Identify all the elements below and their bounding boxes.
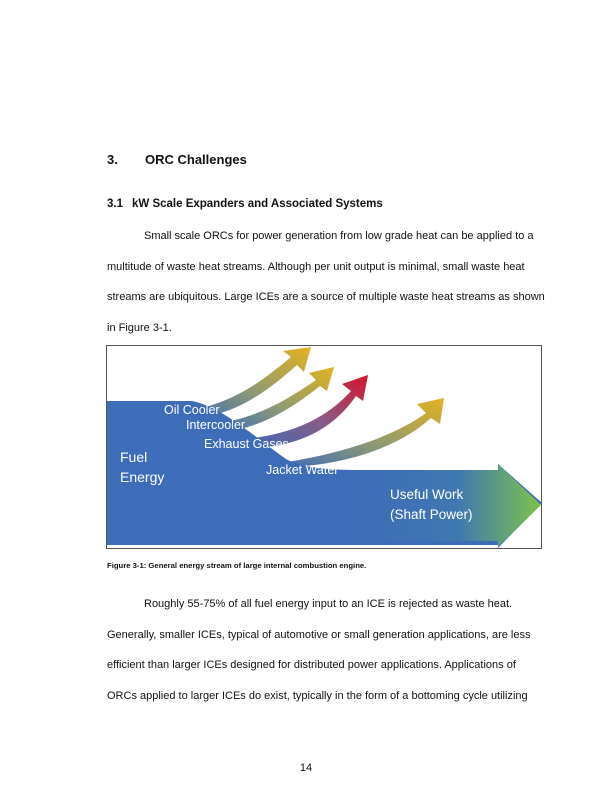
exhaust-gases-label: Exhaust Gases	[204, 437, 289, 451]
fuel-label: Fuel	[120, 449, 148, 465]
page-number: 14	[299, 762, 313, 774]
paragraph-2	[107, 589, 531, 711]
paragraph-line: ORCs applied to larger ICEs do exist, typically in the form of a bottoming cycle utilizing	[107, 689, 528, 702]
useful-work-label: Useful Work	[390, 487, 464, 502]
intercooler-label: Intercooler	[186, 418, 246, 432]
energy-stream-figure	[106, 345, 542, 549]
paragraph-line: Generally, smaller ICEs, typical of automotive or small generation applications, are less	[107, 628, 531, 641]
jacket-water-label: Jacket Water	[266, 463, 339, 477]
paragraph-line: Small scale ORCs for power generation from low grade heat can be applied to a	[144, 230, 534, 242]
subsection-heading	[107, 198, 383, 210]
section-title: ORC Challenges	[145, 152, 247, 167]
paragraph-line: efficient than larger ICEs designed for distributed power applications. Applications of	[107, 659, 516, 671]
energy-label: Energy	[120, 469, 165, 485]
shaft-power-label: (Shaft Power)	[390, 507, 473, 522]
oil-cooler-label: Oil Cooler	[164, 403, 220, 417]
figure-caption: Figure 3-1: General energy stream of large internal combustion engine.	[107, 561, 367, 570]
paragraph-line: multitude of waste heat streams. Although per unit output is minimal, small waste heat	[107, 260, 525, 273]
section-number: 3.	[107, 152, 118, 167]
subsection-number: 3.1	[107, 198, 123, 210]
paragraph-line: Roughly 55-75% of all fuel energy input to an ICE is rejected as waste heat.	[144, 598, 513, 610]
paragraph-line: streams are ubiquitous. Large ICEs are a source of multiple waste heat streams as shown	[107, 291, 545, 303]
paragraph-line: in Figure 3-1.	[107, 321, 172, 334]
subsection-title: kW Scale Expanders and Associated Systems	[132, 198, 383, 210]
paragraph-1	[107, 221, 545, 343]
